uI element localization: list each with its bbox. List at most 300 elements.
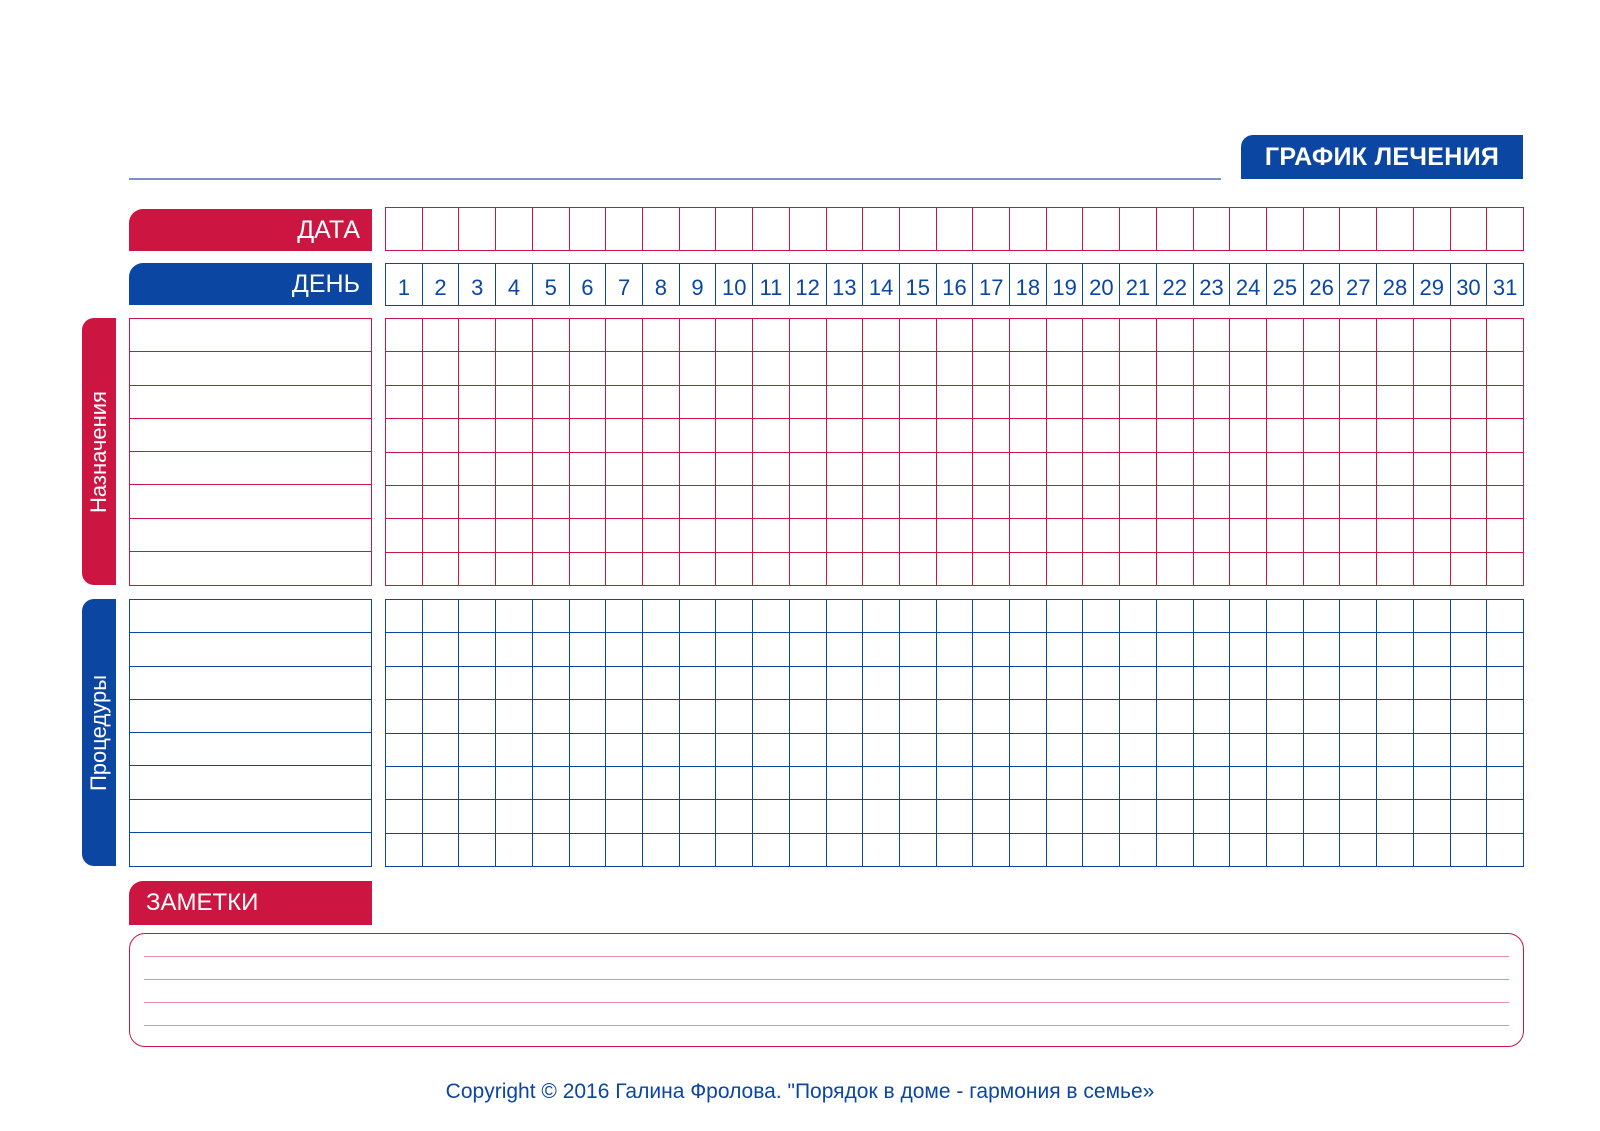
procedure-cell[interactable] xyxy=(1304,734,1341,767)
date-cell[interactable] xyxy=(1047,208,1084,251)
procedure-cell[interactable] xyxy=(1010,600,1047,633)
procedure-cell[interactable] xyxy=(863,734,900,767)
prescription-name-row[interactable] xyxy=(130,485,371,518)
prescription-cell[interactable] xyxy=(606,319,643,352)
prescription-cell[interactable] xyxy=(1157,352,1194,385)
procedure-cell[interactable] xyxy=(1120,633,1157,666)
prescription-cell[interactable] xyxy=(1451,319,1488,352)
prescription-cell[interactable] xyxy=(900,486,937,519)
prescription-cell[interactable] xyxy=(1010,486,1047,519)
procedure-cell[interactable] xyxy=(1047,667,1084,700)
procedure-cell[interactable] xyxy=(533,600,570,633)
prescription-cell[interactable] xyxy=(863,352,900,385)
prescription-cell[interactable] xyxy=(1267,453,1304,486)
prescription-cell[interactable] xyxy=(1267,319,1304,352)
procedure-cell[interactable] xyxy=(753,600,790,633)
prescription-cell[interactable] xyxy=(973,553,1010,586)
notes-box[interactable] xyxy=(129,933,1524,1047)
prescription-cell[interactable] xyxy=(973,386,1010,419)
procedure-cell[interactable] xyxy=(1340,834,1377,867)
procedure-cell[interactable] xyxy=(863,834,900,867)
procedure-cell[interactable] xyxy=(459,800,496,833)
prescription-name-row[interactable] xyxy=(130,319,371,352)
prescription-cell[interactable] xyxy=(423,386,460,419)
prescription-cell[interactable] xyxy=(1010,386,1047,419)
procedure-cell[interactable] xyxy=(386,667,423,700)
procedure-cell[interactable] xyxy=(570,700,607,733)
procedure-cell[interactable] xyxy=(900,834,937,867)
prescription-cell[interactable] xyxy=(1340,419,1377,452)
procedure-cell[interactable] xyxy=(1083,734,1120,767)
procedure-cell[interactable] xyxy=(386,700,423,733)
procedure-cell[interactable] xyxy=(1083,633,1120,666)
prescription-cell[interactable] xyxy=(1120,352,1157,385)
procedure-cell[interactable] xyxy=(827,700,864,733)
prescription-cell[interactable] xyxy=(643,319,680,352)
prescription-cell[interactable] xyxy=(1304,352,1341,385)
prescription-cell[interactable] xyxy=(1120,553,1157,586)
prescription-cell[interactable] xyxy=(1194,553,1231,586)
procedure-cell[interactable] xyxy=(1047,767,1084,800)
prescription-cell[interactable] xyxy=(1047,553,1084,586)
prescription-cell[interactable] xyxy=(1340,519,1377,552)
procedure-cell[interactable] xyxy=(570,734,607,767)
prescription-cell[interactable] xyxy=(1377,453,1414,486)
procedure-cell[interactable] xyxy=(570,633,607,666)
procedure-cell[interactable] xyxy=(496,800,533,833)
prescription-cell[interactable] xyxy=(863,453,900,486)
prescription-cell[interactable] xyxy=(643,419,680,452)
procedure-cell[interactable] xyxy=(1451,667,1488,700)
prescription-cell[interactable] xyxy=(1047,486,1084,519)
prescription-cell[interactable] xyxy=(1194,519,1231,552)
prescription-cell[interactable] xyxy=(680,319,717,352)
prescription-cell[interactable] xyxy=(1230,352,1267,385)
prescription-cell[interactable] xyxy=(937,553,974,586)
procedure-cell[interactable] xyxy=(863,633,900,666)
prescription-cell[interactable] xyxy=(643,553,680,586)
prescription-cell[interactable] xyxy=(1377,486,1414,519)
procedure-cell[interactable] xyxy=(423,667,460,700)
procedure-cell[interactable] xyxy=(386,734,423,767)
prescription-cell[interactable] xyxy=(1230,386,1267,419)
procedure-cell[interactable] xyxy=(1340,600,1377,633)
prescription-cell[interactable] xyxy=(1047,386,1084,419)
procedure-name-row[interactable] xyxy=(130,833,371,866)
date-cell[interactable] xyxy=(790,208,827,251)
date-cell[interactable] xyxy=(973,208,1010,251)
prescription-cell[interactable] xyxy=(680,553,717,586)
prescription-cell[interactable] xyxy=(900,453,937,486)
prescription-cell[interactable] xyxy=(827,352,864,385)
procedure-cell[interactable] xyxy=(1304,600,1341,633)
prescription-cell[interactable] xyxy=(827,553,864,586)
prescription-cell[interactable] xyxy=(790,419,827,452)
procedure-cell[interactable] xyxy=(1010,767,1047,800)
procedure-cell[interactable] xyxy=(1157,834,1194,867)
procedure-cell[interactable] xyxy=(459,767,496,800)
procedure-cell[interactable] xyxy=(606,834,643,867)
prescription-cell[interactable] xyxy=(386,386,423,419)
procedure-cell[interactable] xyxy=(1230,700,1267,733)
prescription-cell[interactable] xyxy=(570,352,607,385)
prescription-cell[interactable] xyxy=(1194,319,1231,352)
procedure-cell[interactable] xyxy=(790,800,827,833)
procedure-cell[interactable] xyxy=(459,600,496,633)
procedure-cell[interactable] xyxy=(1267,767,1304,800)
date-cell[interactable] xyxy=(1194,208,1231,251)
prescription-cell[interactable] xyxy=(1377,419,1414,452)
prescription-cell[interactable] xyxy=(1487,352,1524,385)
date-cell[interactable] xyxy=(570,208,607,251)
prescription-cell[interactable] xyxy=(459,319,496,352)
prescription-cell[interactable] xyxy=(900,352,937,385)
procedure-cell[interactable] xyxy=(937,700,974,733)
prescription-cell[interactable] xyxy=(1083,486,1120,519)
procedure-cell[interactable] xyxy=(863,600,900,633)
prescription-cell[interactable] xyxy=(1487,486,1524,519)
prescription-cell[interactable] xyxy=(386,419,423,452)
procedure-cell[interactable] xyxy=(827,633,864,666)
prescription-cell[interactable] xyxy=(1487,553,1524,586)
procedure-cell[interactable] xyxy=(1414,633,1451,666)
prescription-cell[interactable] xyxy=(680,386,717,419)
prescription-cell[interactable] xyxy=(1267,352,1304,385)
prescription-cell[interactable] xyxy=(790,519,827,552)
prescription-cell[interactable] xyxy=(1047,352,1084,385)
prescription-cell[interactable] xyxy=(790,553,827,586)
prescription-cell[interactable] xyxy=(496,486,533,519)
prescription-cell[interactable] xyxy=(459,386,496,419)
procedure-cell[interactable] xyxy=(937,767,974,800)
prescription-cell[interactable] xyxy=(606,453,643,486)
prescription-cell[interactable] xyxy=(423,519,460,552)
procedure-cell[interactable] xyxy=(570,800,607,833)
procedure-cell[interactable] xyxy=(423,834,460,867)
date-cell[interactable] xyxy=(1230,208,1267,251)
procedure-cell[interactable] xyxy=(606,800,643,833)
procedure-cell[interactable] xyxy=(496,834,533,867)
prescription-cell[interactable] xyxy=(1230,486,1267,519)
prescription-cell[interactable] xyxy=(790,352,827,385)
procedure-cell[interactable] xyxy=(716,734,753,767)
procedure-cell[interactable] xyxy=(827,667,864,700)
procedure-cell[interactable] xyxy=(1267,633,1304,666)
prescription-cell[interactable] xyxy=(1194,419,1231,452)
prescription-cell[interactable] xyxy=(1010,519,1047,552)
prescription-cell[interactable] xyxy=(606,553,643,586)
prescription-cell[interactable] xyxy=(863,419,900,452)
prescription-cell[interactable] xyxy=(1487,386,1524,419)
procedure-cell[interactable] xyxy=(1120,600,1157,633)
procedure-cell[interactable] xyxy=(1047,834,1084,867)
procedure-cell[interactable] xyxy=(533,734,570,767)
procedure-cell[interactable] xyxy=(1010,667,1047,700)
prescription-name-row[interactable] xyxy=(130,519,371,552)
procedure-cell[interactable] xyxy=(1157,800,1194,833)
date-cell[interactable] xyxy=(863,208,900,251)
procedure-cell[interactable] xyxy=(1194,834,1231,867)
prescription-cell[interactable] xyxy=(1414,352,1451,385)
procedure-cell[interactable] xyxy=(1157,667,1194,700)
date-cell[interactable] xyxy=(937,208,974,251)
date-cell[interactable] xyxy=(533,208,570,251)
procedure-cell[interactable] xyxy=(716,700,753,733)
procedure-cell[interactable] xyxy=(533,633,570,666)
procedure-cell[interactable] xyxy=(680,600,717,633)
prescription-cell[interactable] xyxy=(1451,386,1488,419)
procedure-cell[interactable] xyxy=(1414,834,1451,867)
prescription-cell[interactable] xyxy=(459,553,496,586)
procedure-cell[interactable] xyxy=(716,767,753,800)
date-cell[interactable] xyxy=(423,208,460,251)
prescription-cell[interactable] xyxy=(863,386,900,419)
prescription-cell[interactable] xyxy=(937,386,974,419)
date-cell[interactable] xyxy=(1340,208,1377,251)
prescription-cell[interactable] xyxy=(937,352,974,385)
procedure-name-row[interactable] xyxy=(130,733,371,766)
prescription-cell[interactable] xyxy=(496,519,533,552)
prescription-cell[interactable] xyxy=(533,519,570,552)
prescription-cell[interactable] xyxy=(1230,319,1267,352)
prescription-cell[interactable] xyxy=(680,486,717,519)
procedure-cell[interactable] xyxy=(790,700,827,733)
prescription-cell[interactable] xyxy=(716,352,753,385)
procedure-cell[interactable] xyxy=(1230,600,1267,633)
prescription-cell[interactable] xyxy=(900,519,937,552)
procedure-cell[interactable] xyxy=(753,667,790,700)
prescription-name-row[interactable] xyxy=(130,552,371,585)
procedure-cell[interactable] xyxy=(1340,800,1377,833)
procedure-cell[interactable] xyxy=(973,800,1010,833)
prescription-cell[interactable] xyxy=(1340,386,1377,419)
procedure-cell[interactable] xyxy=(1047,600,1084,633)
procedure-cell[interactable] xyxy=(1120,767,1157,800)
procedure-cell[interactable] xyxy=(1194,600,1231,633)
prescription-cell[interactable] xyxy=(1451,453,1488,486)
date-cell[interactable] xyxy=(1120,208,1157,251)
procedure-cell[interactable] xyxy=(827,734,864,767)
procedure-cell[interactable] xyxy=(533,667,570,700)
prescription-cell[interactable] xyxy=(1157,319,1194,352)
prescription-cell[interactable] xyxy=(1414,519,1451,552)
prescription-cell[interactable] xyxy=(1157,419,1194,452)
prescription-cell[interactable] xyxy=(973,319,1010,352)
procedure-cell[interactable] xyxy=(459,700,496,733)
procedure-cell[interactable] xyxy=(753,700,790,733)
procedure-cell[interactable] xyxy=(1083,834,1120,867)
prescription-cell[interactable] xyxy=(533,352,570,385)
procedure-cell[interactable] xyxy=(423,734,460,767)
procedure-cell[interactable] xyxy=(496,767,533,800)
procedure-cell[interactable] xyxy=(1451,600,1488,633)
date-cell[interactable] xyxy=(496,208,533,251)
prescription-cell[interactable] xyxy=(1083,319,1120,352)
prescription-cell[interactable] xyxy=(1451,352,1488,385)
procedure-cell[interactable] xyxy=(643,700,680,733)
prescription-cell[interactable] xyxy=(1083,386,1120,419)
procedure-name-row[interactable] xyxy=(130,700,371,733)
procedure-cell[interactable] xyxy=(716,633,753,666)
prescription-cell[interactable] xyxy=(827,486,864,519)
prescription-cell[interactable] xyxy=(1414,453,1451,486)
prescription-cell[interactable] xyxy=(753,386,790,419)
procedure-cell[interactable] xyxy=(1194,767,1231,800)
date-cell[interactable] xyxy=(606,208,643,251)
procedure-cell[interactable] xyxy=(1083,600,1120,633)
procedure-cell[interactable] xyxy=(606,700,643,733)
date-cell[interactable] xyxy=(753,208,790,251)
procedure-cell[interactable] xyxy=(863,700,900,733)
prescription-cell[interactable] xyxy=(973,352,1010,385)
procedure-cell[interactable] xyxy=(790,834,827,867)
prescription-cell[interactable] xyxy=(716,386,753,419)
procedure-cell[interactable] xyxy=(459,834,496,867)
procedure-cell[interactable] xyxy=(716,667,753,700)
procedure-cell[interactable] xyxy=(753,734,790,767)
procedure-cell[interactable] xyxy=(606,633,643,666)
prescription-cell[interactable] xyxy=(937,486,974,519)
prescription-cell[interactable] xyxy=(1120,486,1157,519)
procedure-cell[interactable] xyxy=(1010,800,1047,833)
procedure-cell[interactable] xyxy=(1451,734,1488,767)
procedure-name-row[interactable] xyxy=(130,800,371,833)
procedure-cell[interactable] xyxy=(937,667,974,700)
date-cell[interactable] xyxy=(1157,208,1194,251)
prescription-cell[interactable] xyxy=(643,352,680,385)
procedure-cell[interactable] xyxy=(1010,834,1047,867)
procedure-cell[interactable] xyxy=(1010,734,1047,767)
procedure-cell[interactable] xyxy=(680,667,717,700)
prescription-cell[interactable] xyxy=(459,352,496,385)
prescription-cell[interactable] xyxy=(716,419,753,452)
procedure-cell[interactable] xyxy=(386,600,423,633)
prescription-cell[interactable] xyxy=(1451,419,1488,452)
procedure-cell[interactable] xyxy=(1010,633,1047,666)
procedure-cell[interactable] xyxy=(1487,633,1524,666)
procedure-cell[interactable] xyxy=(643,834,680,867)
prescription-cell[interactable] xyxy=(1414,553,1451,586)
prescription-cell[interactable] xyxy=(570,453,607,486)
procedure-cell[interactable] xyxy=(423,700,460,733)
prescription-cell[interactable] xyxy=(423,352,460,385)
prescription-cell[interactable] xyxy=(827,319,864,352)
prescription-cell[interactable] xyxy=(1267,519,1304,552)
procedure-cell[interactable] xyxy=(1377,700,1414,733)
prescription-cell[interactable] xyxy=(1194,352,1231,385)
procedure-cell[interactable] xyxy=(423,800,460,833)
procedure-name-row[interactable] xyxy=(130,600,371,633)
prescription-cell[interactable] xyxy=(533,386,570,419)
procedure-cell[interactable] xyxy=(496,633,533,666)
prescription-cell[interactable] xyxy=(1414,486,1451,519)
procedure-cell[interactable] xyxy=(1304,633,1341,666)
prescription-cell[interactable] xyxy=(1451,553,1488,586)
procedure-cell[interactable] xyxy=(1414,700,1451,733)
prescription-cell[interactable] xyxy=(1047,419,1084,452)
procedure-cell[interactable] xyxy=(680,800,717,833)
procedure-cell[interactable] xyxy=(900,633,937,666)
procedure-cell[interactable] xyxy=(1304,700,1341,733)
prescription-cell[interactable] xyxy=(790,319,827,352)
prescription-cell[interactable] xyxy=(680,519,717,552)
procedure-cell[interactable] xyxy=(1451,633,1488,666)
prescription-cell[interactable] xyxy=(423,319,460,352)
procedure-cell[interactable] xyxy=(1304,834,1341,867)
prescription-cell[interactable] xyxy=(1194,453,1231,486)
procedure-cell[interactable] xyxy=(1120,834,1157,867)
prescription-cell[interactable] xyxy=(1340,319,1377,352)
prescription-cell[interactable] xyxy=(1377,553,1414,586)
procedure-cell[interactable] xyxy=(900,734,937,767)
procedure-cell[interactable] xyxy=(1451,700,1488,733)
prescription-cell[interactable] xyxy=(753,553,790,586)
prescription-cell[interactable] xyxy=(606,486,643,519)
procedure-cell[interactable] xyxy=(1377,834,1414,867)
prescription-cell[interactable] xyxy=(606,419,643,452)
prescription-cell[interactable] xyxy=(1267,486,1304,519)
prescription-cell[interactable] xyxy=(1120,453,1157,486)
procedure-cell[interactable] xyxy=(1487,800,1524,833)
procedure-cell[interactable] xyxy=(1487,600,1524,633)
prescription-cell[interactable] xyxy=(496,386,533,419)
procedure-cell[interactable] xyxy=(386,834,423,867)
procedure-cell[interactable] xyxy=(716,600,753,633)
procedure-cell[interactable] xyxy=(680,767,717,800)
procedure-cell[interactable] xyxy=(1120,700,1157,733)
prescription-cell[interactable] xyxy=(1230,553,1267,586)
date-cell[interactable] xyxy=(643,208,680,251)
prescription-cell[interactable] xyxy=(1304,453,1341,486)
prescription-cell[interactable] xyxy=(790,486,827,519)
procedure-cell[interactable] xyxy=(1377,767,1414,800)
prescription-cell[interactable] xyxy=(1377,386,1414,419)
prescription-cell[interactable] xyxy=(1267,419,1304,452)
procedure-cell[interactable] xyxy=(1194,667,1231,700)
date-cell[interactable] xyxy=(1414,208,1451,251)
prescription-cell[interactable] xyxy=(863,519,900,552)
procedure-cell[interactable] xyxy=(386,800,423,833)
prescription-cell[interactable] xyxy=(1010,352,1047,385)
procedure-cell[interactable] xyxy=(459,734,496,767)
procedure-cell[interactable] xyxy=(973,700,1010,733)
procedure-cell[interactable] xyxy=(973,633,1010,666)
prescription-cell[interactable] xyxy=(827,386,864,419)
procedure-cell[interactable] xyxy=(1451,767,1488,800)
prescription-cell[interactable] xyxy=(753,453,790,486)
prescription-name-row[interactable] xyxy=(130,352,371,385)
prescription-cell[interactable] xyxy=(1340,352,1377,385)
procedure-cell[interactable] xyxy=(606,734,643,767)
prescription-cell[interactable] xyxy=(459,519,496,552)
procedure-cell[interactable] xyxy=(1487,700,1524,733)
procedure-cell[interactable] xyxy=(1340,700,1377,733)
procedure-cell[interactable] xyxy=(900,767,937,800)
procedure-cell[interactable] xyxy=(423,600,460,633)
prescription-cell[interactable] xyxy=(1377,519,1414,552)
prescription-cell[interactable] xyxy=(1157,553,1194,586)
procedure-cell[interactable] xyxy=(423,633,460,666)
procedure-cell[interactable] xyxy=(680,633,717,666)
date-cell[interactable] xyxy=(827,208,864,251)
prescription-cell[interactable] xyxy=(1083,352,1120,385)
prescription-cell[interactable] xyxy=(570,486,607,519)
procedure-cell[interactable] xyxy=(1157,633,1194,666)
procedure-cell[interactable] xyxy=(643,767,680,800)
prescription-cell[interactable] xyxy=(900,419,937,452)
procedure-cell[interactable] xyxy=(496,734,533,767)
procedure-cell[interactable] xyxy=(900,600,937,633)
